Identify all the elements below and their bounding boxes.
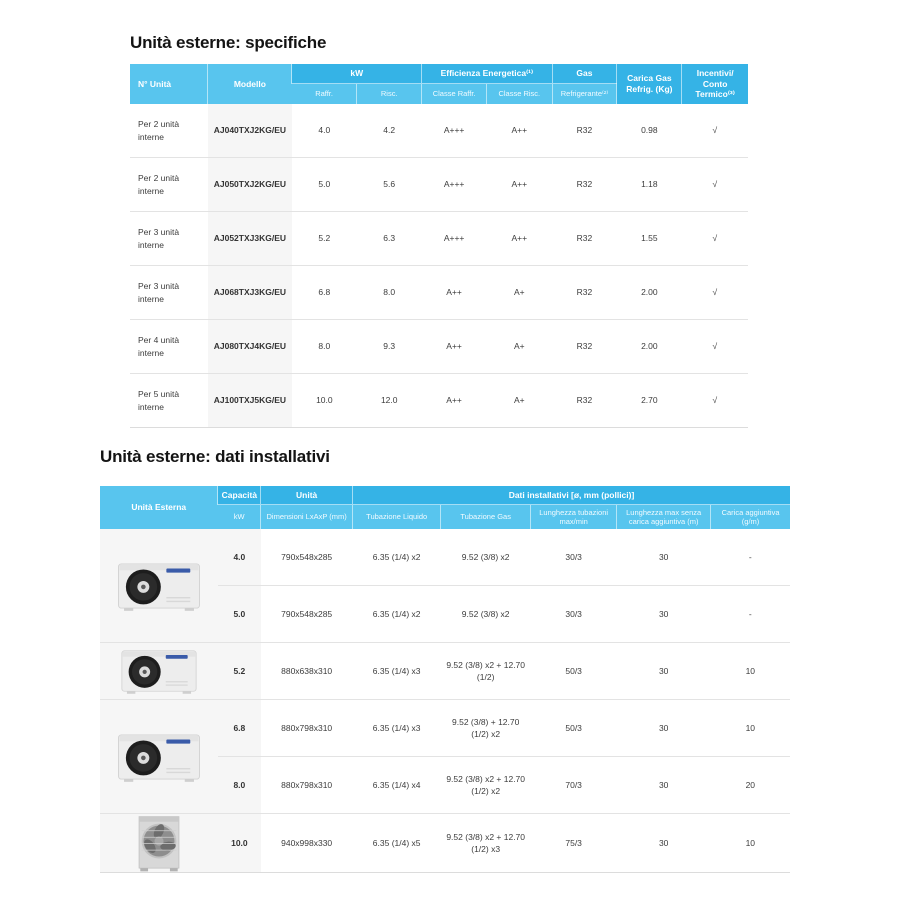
cell-dimensioni: 880x798x310 [261, 700, 353, 757]
cell-n-unita: Per 5 unità interne [130, 374, 208, 428]
cell-tubazione-gas: 9.52 (3/8) x2 [461, 551, 510, 562]
specs-table [130, 64, 748, 428]
cell-capacita: 8.0 [218, 757, 261, 814]
cell-n-unita: Per 2 unità interne [130, 158, 208, 212]
cell-lunghezza-tubazioni: 30/3 [531, 586, 617, 643]
cell-classe-risc: A+ [487, 320, 553, 374]
col-header-modello: Modello [208, 64, 292, 104]
install-table [100, 486, 790, 873]
subcol-dimensioni: Dimensioni LxAxP (mm) [261, 505, 353, 530]
outdoor-unit-front-photo-svg [130, 814, 188, 872]
table-row [100, 529, 790, 586]
cell-kw-raff: 5.2 [292, 212, 357, 266]
cell-classe-raff: A+++ [443, 125, 465, 136]
table-row [130, 212, 748, 266]
table-row [100, 814, 790, 873]
cell-unit-photo [100, 643, 218, 700]
cell-n-unita: Per 2 unità interne [138, 119, 180, 142]
cell-kw-risc: 8.0 [357, 266, 422, 320]
cell-lunghezza-tubazioni: 50/3 [531, 700, 617, 757]
cell-carica-gas: 2.00 [617, 266, 682, 320]
cell-kw-risc: 6.3 [357, 212, 422, 266]
cell-dimensioni: 790x548x285 [261, 586, 353, 643]
subcol-lunghezza-max-senza-carica: Lunghezza max senza carica aggiuntiva (m) [617, 505, 711, 530]
cell-tubazione-gas: 9.52 (3/8) x2 + 12.70 (1/2) x2 [441, 757, 531, 814]
cell-carica-aggiuntiva: 20 [711, 757, 790, 814]
cell-modello: AJ052TXJ3KG/EU [208, 212, 292, 266]
table-row [100, 700, 790, 757]
cell-tubazione-liquido: 6.35 (1/4) x2 [353, 586, 441, 643]
cell-lunghezza-max: 30 [617, 643, 711, 700]
cell-kw-raff: 6.8 [292, 266, 357, 320]
col-header-unita-esterna: Unità Esterna [100, 486, 218, 529]
subcol-kw: kW [218, 505, 261, 530]
outdoor-unit-side-photo-svg [115, 644, 203, 698]
cell-gas: R32 [576, 125, 593, 136]
subcol-raffreddamento: Raffr. [292, 84, 357, 105]
cell-tubazione-gas: 9.52 (3/8) x2 + 12.70 (1/2) [441, 643, 531, 700]
subcol-tubazione-liquido: Tubazione Liquido [353, 505, 441, 530]
cell-unit-photo [100, 814, 218, 873]
cell-tubazione-liquido: 6.35 (1/4) x5 [353, 814, 441, 873]
cell-dimensioni: 940x998x330 [261, 814, 353, 873]
cell-classe-risc: A++ [487, 212, 553, 266]
subcol-lunghezza-tubazioni: Lunghezza tubazioni max/min [531, 505, 617, 530]
col-group-dati-installativi: Dati installativi [ø, mm (pollici)] [353, 486, 790, 505]
subcol-classe-raffreddamento: Classe Raffr. [422, 84, 487, 105]
cell-incentivi-check: √ [682, 266, 748, 320]
subcol-classe-riscaldamento: Classe Risc. [487, 84, 553, 105]
cell-gas: R32 [552, 374, 617, 428]
cell-classe-raff: A+++ [422, 158, 487, 212]
cell-n-unita: Per 3 unità interne [130, 212, 208, 266]
cell-kw-risc: 9.3 [357, 320, 422, 374]
cell-incentivi-check: √ [682, 374, 748, 428]
cell-kw-raff: 8.0 [292, 320, 357, 374]
cell-kw-risc: 12.0 [357, 374, 422, 428]
cell-tubazione-liquido: 6.35 (1/4) x3 [353, 643, 441, 700]
cell-capacita: 10.0 [218, 814, 261, 873]
cell-lunghezza-tubazioni: 75/3 [531, 814, 617, 873]
install-table-wrapper [100, 486, 790, 873]
cell-lunghezza-max: 30 [617, 757, 711, 814]
cell-modello: AJ100TXJ5KG/EU [208, 374, 292, 428]
cell-unit-photo [100, 700, 218, 814]
table-row [130, 374, 748, 428]
col-group-gas: Gas [552, 64, 617, 84]
cell-gas: R32 [552, 158, 617, 212]
cell-n-unita: Per 3 unità interne [130, 266, 208, 320]
cell-lunghezza-max: 30 [658, 551, 669, 562]
cell-modello: AJ080TXJ4KG/EU [208, 320, 292, 374]
cell-tubazione-gas: 9.52 (3/8) + 12.70 (1/2) x2 [441, 700, 531, 757]
cell-lunghezza-tubazioni: 50/3 [531, 643, 617, 700]
cell-carica-gas: 1.55 [617, 212, 682, 266]
cell-unit-photo [100, 529, 218, 643]
cell-kw-raff: 4.0 [318, 125, 331, 136]
cell-lunghezza-max: 30 [617, 814, 711, 873]
cell-carica-aggiuntiva: - [748, 551, 752, 562]
cell-dimensioni: 880x798x310 [261, 757, 353, 814]
specs-table-wrapper [130, 64, 748, 428]
cell-incentivi-check: √ [682, 158, 748, 212]
cell-classe-raff: A++ [422, 374, 487, 428]
table-row [130, 266, 748, 320]
cell-kw-risc: 5.6 [357, 158, 422, 212]
cell-classe-risc: A++ [487, 158, 553, 212]
cell-carica-aggiuntiva: 10 [711, 700, 790, 757]
col-group-kw: kW [292, 64, 422, 84]
cell-classe-raff: A++ [422, 320, 487, 374]
outdoor-unit-side-photo [100, 529, 218, 642]
cell-capacita: 4.0 [218, 529, 261, 586]
cell-incentivi-check: √ [682, 212, 748, 266]
cell-carica-aggiuntiva: - [711, 586, 790, 643]
cell-dimensioni: 880x638x310 [261, 643, 353, 700]
cell-classe-risc: A+ [487, 374, 553, 428]
cell-capacita: 6.8 [218, 700, 261, 757]
cell-tubazione-gas: 9.52 (3/8) x2 [441, 586, 531, 643]
outdoor-unit-side-photo-svg [113, 556, 205, 616]
col-group-capacita: Capacità [218, 486, 261, 505]
cell-incentivi-check: √ [712, 125, 718, 136]
outdoor-unit-side-photo [100, 700, 218, 813]
table-row [100, 643, 790, 700]
cell-carica-gas: 1.18 [617, 158, 682, 212]
table-row [130, 104, 748, 158]
outdoor-unit-side-photo-svg [113, 727, 205, 787]
cell-carica-gas: 2.00 [617, 320, 682, 374]
outdoor-unit-side-photo [100, 643, 218, 699]
cell-tubazione-gas: 9.52 (3/8) x2 + 12.70 (1/2) x3 [441, 814, 531, 873]
cell-tubazione-liquido: 6.35 (1/4) x2 [372, 551, 421, 562]
table-row [130, 158, 748, 212]
col-header-n-unita: N° Unità [130, 64, 208, 104]
cell-tubazione-liquido: 6.35 (1/4) x4 [353, 757, 441, 814]
outdoor-unit-front-photo [100, 814, 218, 872]
cell-tubazione-liquido: 6.35 (1/4) x3 [353, 700, 441, 757]
cell-gas: R32 [552, 320, 617, 374]
cell-carica-gas: 2.70 [617, 374, 682, 428]
cell-lunghezza-max: 30 [617, 586, 711, 643]
cell-carica-aggiuntiva: 10 [711, 814, 790, 873]
install-section-title: Unità esterne: dati installativi [100, 447, 330, 466]
cell-incentivi-check: √ [682, 320, 748, 374]
cell-classe-raff: A+++ [422, 212, 487, 266]
cell-n-unita: Per 4 unità interne [130, 320, 208, 374]
subcol-carica-aggiuntiva: Carica aggiuntiva (g/m) [711, 505, 790, 530]
table-row [130, 320, 748, 374]
cell-dimensioni: 790x548x285 [281, 551, 333, 562]
cell-lunghezza-tubazioni: 30/3 [565, 551, 582, 562]
cell-carica-aggiuntiva: 10 [711, 643, 790, 700]
col-group-unita: Unità [261, 486, 353, 505]
cell-capacita: 5.0 [218, 586, 261, 643]
cell-carica-gas: 0.98 [641, 125, 658, 136]
cell-classe-raff: A++ [422, 266, 487, 320]
cell-kw-raff: 5.0 [292, 158, 357, 212]
subcol-tubazione-gas: Tubazione Gas [441, 505, 531, 530]
subcol-riscaldamento: Risc. [357, 84, 422, 105]
cell-modello: AJ040TXJ2KG/EU [208, 104, 292, 158]
subcol-refrigerante: Refrigerante⁽²⁾ [552, 84, 617, 105]
cell-lunghezza-max: 30 [617, 700, 711, 757]
col-header-carica-gas: Carica Gas Refrig. (Kg) [617, 64, 682, 104]
cell-classe-risc: A+ [487, 266, 553, 320]
cell-lunghezza-tubazioni: 70/3 [531, 757, 617, 814]
cell-modello: AJ068TXJ3KG/EU [208, 266, 292, 320]
col-group-efficienza-energetica: Efficienza Energetica⁽¹⁾ [422, 64, 552, 84]
cell-gas: R32 [552, 266, 617, 320]
cell-gas: R32 [552, 212, 617, 266]
cell-classe-risc: A++ [511, 125, 528, 136]
cell-kw-risc: 4.2 [383, 125, 396, 136]
cell-modello: AJ050TXJ2KG/EU [208, 158, 292, 212]
specs-section-title: Unità esterne: specifiche [130, 33, 327, 52]
col-header-incentivi: Incentivi/ Conto Termico⁽³⁾ [682, 64, 748, 104]
cell-kw-raff: 10.0 [292, 374, 357, 428]
cell-capacita: 5.2 [218, 643, 261, 700]
